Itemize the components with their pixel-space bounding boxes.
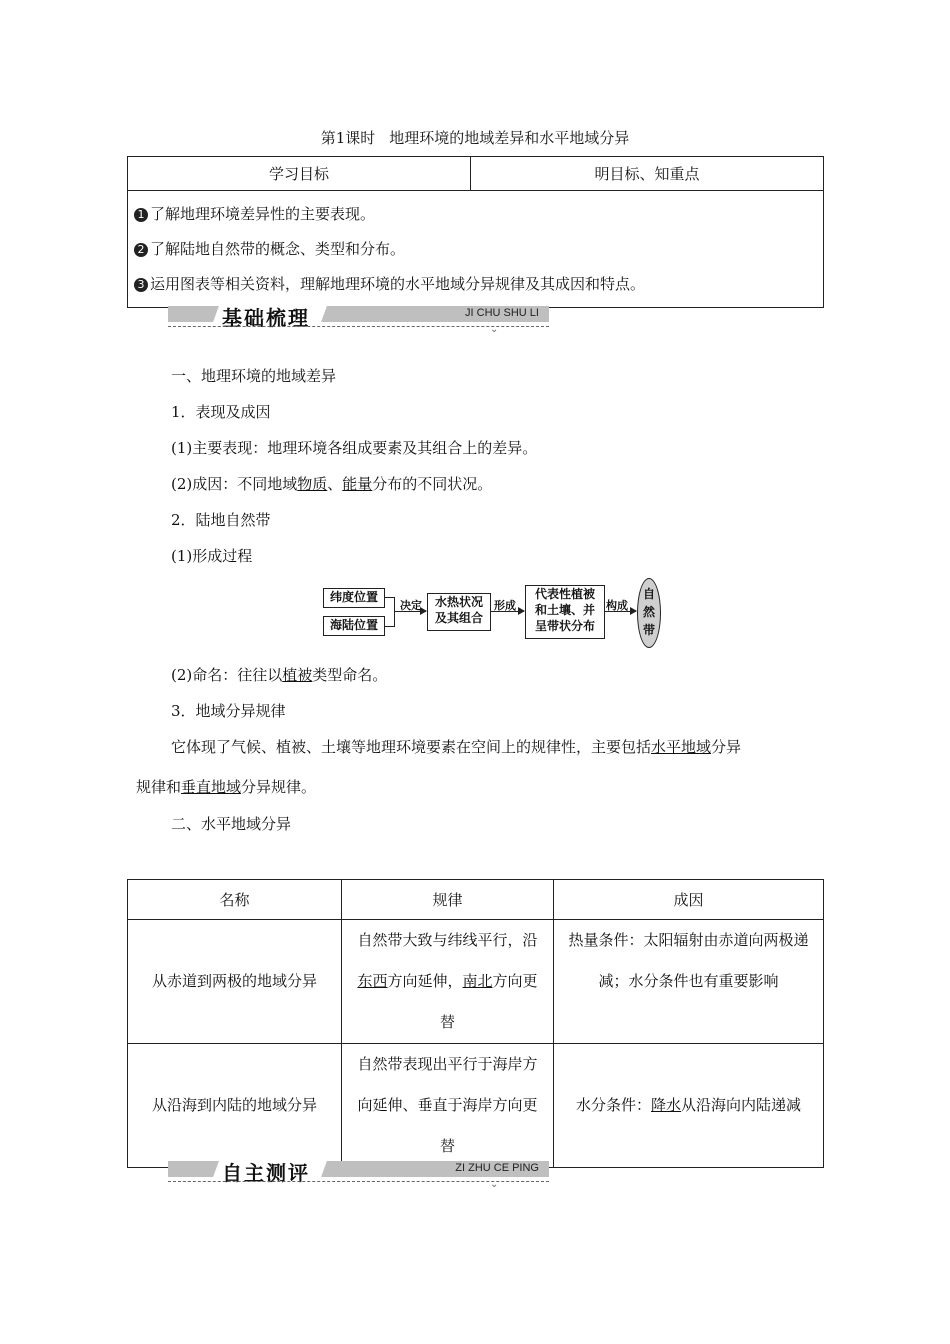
paragraph: 它体现了气候、植被、土壤等地理环境要素在空间上的规律性，主要包括水平地域分异 [171, 738, 742, 756]
formation-flowchart [322, 578, 662, 650]
objectives-list [128, 191, 824, 308]
page-title [0, 127, 950, 148]
table-cell-cause: 水分条件：降水从沿海向内陆递减 [554, 1044, 824, 1168]
answer-blank: 南北 [462, 972, 493, 990]
table-cell-name: 从沿海到内陆的地域分异 [128, 1044, 342, 1168]
table-row [128, 1044, 824, 1168]
section-banner-self-test: 自主测评 ZI ZHU CE PING ⌄ [168, 1157, 549, 1183]
flow-label-determine: 决定 [400, 599, 422, 612]
objectives-header-2: 明目标、知重点 [471, 157, 824, 191]
paragraph-continued: 规律和垂直地域分异规律。 [136, 778, 317, 796]
paragraph: (1)形成过程 [171, 547, 253, 565]
number-badge: 1 [134, 208, 148, 222]
number-badge: 2 [134, 243, 148, 257]
answer-blank: 能量 [342, 475, 373, 493]
objective-item: 2 了解陆地自然带的概念、类型和分布。 [134, 232, 817, 267]
flow-label-form: 形成 [494, 599, 516, 612]
section-heading: 一、地理环境的地域差异 [171, 367, 337, 385]
flow-end-natural-zone: 自 然 带 [637, 578, 661, 648]
number-badge: 3 [134, 278, 148, 292]
flow-box-land-sea: 海陆位置 [323, 616, 385, 636]
table-header: 规律 [342, 880, 554, 920]
objectives-table [127, 156, 824, 308]
section-banner-basics: 基础梳理 JI CHU SHU LI ⌄ [168, 302, 549, 328]
paragraph: (1)主要表现：地理环境各组成要素及其组合上的差异。 [171, 439, 538, 457]
answer-blank: 物质 [297, 475, 328, 493]
flow-label-constitute: 构成 [606, 599, 628, 612]
table-cell-name: 从赤道到两极的地域分异 [128, 920, 342, 1044]
answer-blank: 垂直地域 [181, 778, 242, 796]
table-header: 成因 [554, 880, 824, 920]
subheading: 1．表现及成因 [171, 403, 271, 421]
answer-blank: 东西 [357, 972, 388, 990]
subheading: 3．地域分异规律 [171, 702, 286, 720]
lesson-number: 第1课时 [320, 129, 376, 147]
subheading: 2．陆地自然带 [171, 511, 271, 529]
lesson-name: 地理环境的地域差异和水平地域分异 [389, 129, 630, 147]
answer-blank: 降水 [650, 1096, 681, 1114]
answer-blank: 水平地域 [651, 738, 712, 756]
flow-box-water-heat: 水热状况 及其组合 [427, 593, 491, 631]
objectives-header-1: 学习目标 [128, 157, 471, 191]
table-cell-rule: 自然带表现出平行于海岸方向延伸、垂直于海岸方向更替 [342, 1044, 554, 1168]
flow-box-vegetation: 代表性植被 和土壤、并 呈带状分布 [525, 585, 605, 639]
paragraph: (2)成因：不同地域物质、能量分布的不同状况。 [171, 475, 493, 493]
table-cell-rule: 自然带大致与纬线平行，沿东西方向延伸，南北方向更替 [342, 920, 554, 1044]
table-row [128, 920, 824, 1044]
flow-box-latitude: 纬度位置 [323, 588, 385, 608]
horizontal-zonation-table [127, 879, 824, 1168]
table-cell-cause: 热量条件：太阳辐射由赤道向两极递减；水分条件也有重要影响 [554, 920, 824, 1044]
section-heading: 二、水平地域分异 [171, 815, 292, 833]
objective-item: 1 了解地理环境差异性的主要表现。 [134, 197, 817, 232]
answer-blank: 植被 [282, 666, 313, 684]
chevron-down-icon: ⌄ [490, 324, 499, 335]
table-header: 名称 [128, 880, 342, 920]
paragraph: (2)命名：往往以植被类型命名。 [171, 666, 388, 684]
objective-item: 3 运用图表等相关资料，理解地理环境的水平地域分异规律及其成因和特点。 [134, 267, 817, 302]
chevron-down-icon: ⌄ [490, 1179, 499, 1190]
